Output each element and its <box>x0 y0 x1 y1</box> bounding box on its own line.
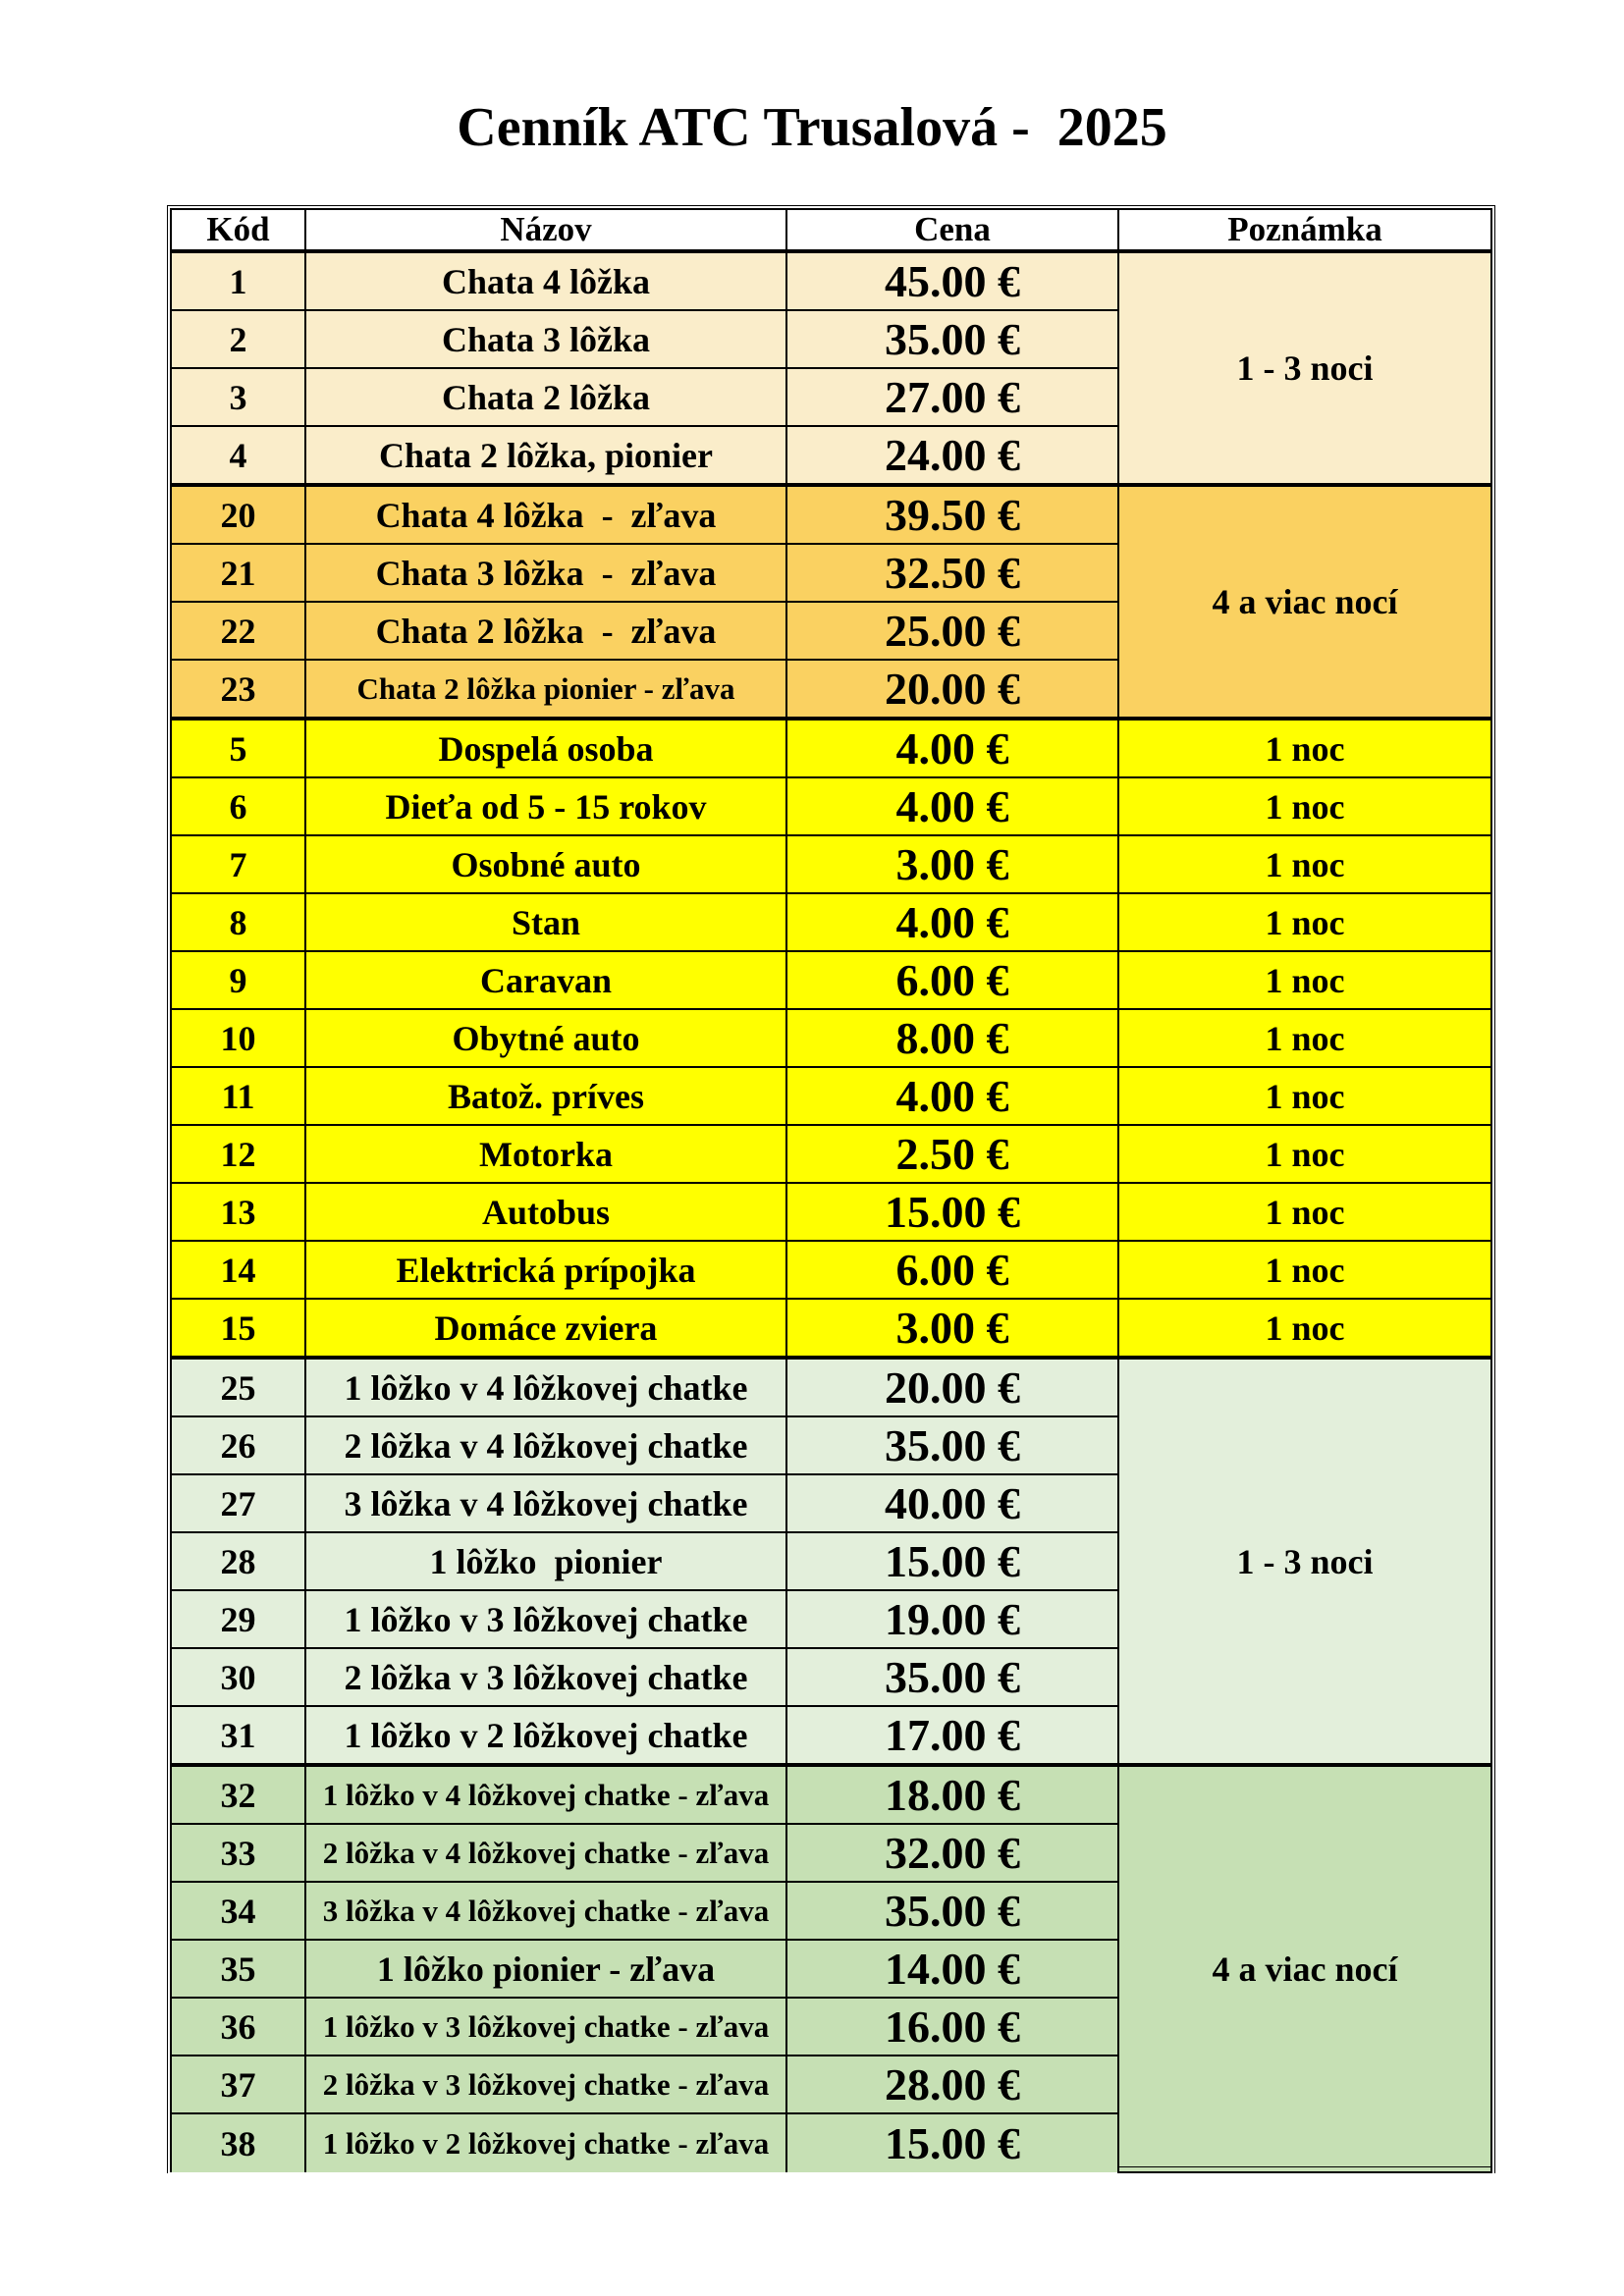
nazov-cell: 1 lôžko v 4 lôžkovej chatke <box>305 1358 786 1416</box>
nazov-cell: 1 lôžko v 2 lôžkovej chatke <box>305 1706 786 1765</box>
nazov-cell: Stan <box>305 893 786 951</box>
table-row <box>171 777 1491 835</box>
poznamka-cell: 1 noc <box>1118 1067 1491 1125</box>
nazov-cell: Domáce zviera <box>305 1299 786 1358</box>
cena-cell: 6.00 € <box>786 951 1118 1009</box>
cena-cell: 27.00 € <box>786 368 1118 426</box>
kod-cell: 10 <box>171 1009 305 1067</box>
kod-cell: 38 <box>171 2113 305 2172</box>
poznamka-cell: 4 a viac nocí <box>1118 1765 1491 2172</box>
table-row <box>171 1125 1491 1183</box>
header-cena: Cena <box>786 209 1118 251</box>
poznamka-cell: 1 noc <box>1118 1183 1491 1241</box>
cena-cell: 35.00 € <box>786 1648 1118 1706</box>
cena-cell: 45.00 € <box>786 251 1118 310</box>
table-row <box>171 251 1491 310</box>
nazov-cell: 2 lôžka v 3 lôžkovej chatke - zľava <box>305 2056 786 2113</box>
nazov-cell: Autobus <box>305 1183 786 1241</box>
table-row <box>171 893 1491 951</box>
cena-cell: 40.00 € <box>786 1474 1118 1532</box>
cena-cell: 16.00 € <box>786 1998 1118 2056</box>
nazov-cell: 3 lôžka v 4 lôžkovej chatke - zľava <box>305 1882 786 1940</box>
nazov-cell: Chata 2 lôžka - zľava <box>305 602 786 660</box>
kod-cell: 15 <box>171 1299 305 1358</box>
nazov-cell: Chata 2 lôžka <box>305 368 786 426</box>
nazov-cell: Chata 4 lôžka - zľava <box>305 485 786 544</box>
cena-cell: 4.00 € <box>786 777 1118 835</box>
header-row <box>171 209 1491 251</box>
nazov-cell: Chata 3 lôžka - zľava <box>305 544 786 602</box>
kod-cell: 26 <box>171 1416 305 1474</box>
nazov-cell: 2 lôžka v 4 lôžkovej chatke - zľava <box>305 1824 786 1882</box>
nazov-cell: 1 lôžko pionier - zľava <box>305 1940 786 1998</box>
kod-cell: 1 <box>171 251 305 310</box>
table-row <box>171 485 1491 544</box>
cena-cell: 15.00 € <box>786 2113 1118 2172</box>
kod-cell: 13 <box>171 1183 305 1241</box>
cena-cell: 15.00 € <box>786 1532 1118 1590</box>
cena-cell: 3.00 € <box>786 1299 1118 1358</box>
table-row <box>171 1358 1491 1416</box>
poznamka-cell: 1 noc <box>1118 1009 1491 1067</box>
cena-cell: 8.00 € <box>786 1009 1118 1067</box>
kod-cell: 35 <box>171 1940 305 1998</box>
nazov-cell: 2 lôžka v 3 lôžkovej chatke <box>305 1648 786 1706</box>
kod-cell: 8 <box>171 893 305 951</box>
poznamka-cell: 1 noc <box>1118 951 1491 1009</box>
nazov-cell: 2 lôžka v 4 lôžkovej chatke <box>305 1416 786 1474</box>
cena-cell: 2.50 € <box>786 1125 1118 1183</box>
cena-cell: 6.00 € <box>786 1241 1118 1299</box>
nazov-cell: 1 lôžko v 3 lôžkovej chatke - zľava <box>305 1998 786 2056</box>
nazov-cell: Chata 2 lôžka pionier - zľava <box>305 660 786 719</box>
cena-cell: 20.00 € <box>786 1358 1118 1416</box>
price-table <box>170 208 1492 2173</box>
nazov-cell: Chata 4 lôžka <box>305 251 786 310</box>
header-nazov: Názov <box>305 209 786 251</box>
table-row <box>171 719 1491 777</box>
table-row <box>171 1067 1491 1125</box>
kod-cell: 6 <box>171 777 305 835</box>
nazov-cell: Motorka <box>305 1125 786 1183</box>
cena-cell: 32.50 € <box>786 544 1118 602</box>
poznamka-cell: 1 noc <box>1118 1125 1491 1183</box>
cena-cell: 39.50 € <box>786 485 1118 544</box>
nazov-cell: 1 lôžko v 2 lôžkovej chatke - zľava <box>305 2113 786 2172</box>
kod-cell: 34 <box>171 1882 305 1940</box>
poznamka-cell: 1 noc <box>1118 777 1491 835</box>
nazov-cell: Obytné auto <box>305 1009 786 1067</box>
nazov-cell: Dospelá osoba <box>305 719 786 777</box>
cena-cell: 35.00 € <box>786 310 1118 368</box>
kod-cell: 11 <box>171 1067 305 1125</box>
nazov-cell: 3 lôžka v 4 lôžkovej chatke <box>305 1474 786 1532</box>
cena-cell: 15.00 € <box>786 1183 1118 1241</box>
kod-cell: 2 <box>171 310 305 368</box>
table-row <box>171 835 1491 893</box>
kod-cell: 12 <box>171 1125 305 1183</box>
kod-cell: 28 <box>171 1532 305 1590</box>
cena-cell: 17.00 € <box>786 1706 1118 1765</box>
nazov-cell: 1 lôžko v 3 lôžkovej chatke <box>305 1590 786 1648</box>
cena-cell: 18.00 € <box>786 1765 1118 1824</box>
kod-cell: 4 <box>171 426 305 485</box>
cena-cell: 35.00 € <box>786 1882 1118 1940</box>
poznamka-cell: 1 noc <box>1118 719 1491 777</box>
header-poznamka: Poznámka <box>1118 209 1491 251</box>
poznamka-cell: 1 noc <box>1118 1241 1491 1299</box>
table-row <box>171 951 1491 1009</box>
table-row <box>171 1241 1491 1299</box>
kod-cell: 30 <box>171 1648 305 1706</box>
kod-cell: 3 <box>171 368 305 426</box>
nazov-cell: Caravan <box>305 951 786 1009</box>
kod-cell: 27 <box>171 1474 305 1532</box>
page-title: Cenník ATC Trusalová - 2025 <box>457 97 1167 158</box>
kod-cell: 5 <box>171 719 305 777</box>
kod-cell: 9 <box>171 951 305 1009</box>
poznamka-cell: 1 - 3 noci <box>1118 251 1491 485</box>
nazov-cell: Dieťa od 5 - 15 rokov <box>305 777 786 835</box>
cena-cell: 14.00 € <box>786 1940 1118 1998</box>
kod-cell: 23 <box>171 660 305 719</box>
cena-cell: 4.00 € <box>786 1067 1118 1125</box>
cena-cell: 19.00 € <box>786 1590 1118 1648</box>
kod-cell: 22 <box>171 602 305 660</box>
cena-cell: 4.00 € <box>786 893 1118 951</box>
cena-cell: 28.00 € <box>786 2056 1118 2113</box>
kod-cell: 37 <box>171 2056 305 2113</box>
cena-cell: 35.00 € <box>786 1416 1118 1474</box>
table-row <box>171 1009 1491 1067</box>
kod-cell: 32 <box>171 1765 305 1824</box>
kod-cell: 14 <box>171 1241 305 1299</box>
kod-cell: 36 <box>171 1998 305 2056</box>
price-table-frame <box>167 205 1495 2173</box>
kod-cell: 33 <box>171 1824 305 1882</box>
cena-cell: 24.00 € <box>786 426 1118 485</box>
poznamka-cell: 1 noc <box>1118 893 1491 951</box>
cena-cell: 3.00 € <box>786 835 1118 893</box>
table-row <box>171 1765 1491 1824</box>
nazov-cell: Chata 2 lôžka, pionier <box>305 426 786 485</box>
kod-cell: 7 <box>171 835 305 893</box>
table-row <box>171 1183 1491 1241</box>
nazov-cell: Batož. príves <box>305 1067 786 1125</box>
poznamka-cell: 1 noc <box>1118 835 1491 893</box>
poznamka-cell: 4 a viac nocí <box>1118 485 1491 719</box>
poznamka-bottom-double-border <box>1117 2166 1492 2173</box>
kod-cell: 20 <box>171 485 305 544</box>
nazov-cell: Osobné auto <box>305 835 786 893</box>
kod-cell: 25 <box>171 1358 305 1416</box>
cena-cell: 25.00 € <box>786 602 1118 660</box>
cena-cell: 20.00 € <box>786 660 1118 719</box>
table-row <box>171 1299 1491 1358</box>
cena-cell: 4.00 € <box>786 719 1118 777</box>
nazov-cell: 1 lôžko pionier <box>305 1532 786 1590</box>
nazov-cell: 1 lôžko v 4 lôžkovej chatke - zľava <box>305 1765 786 1824</box>
kod-cell: 29 <box>171 1590 305 1648</box>
kod-cell: 21 <box>171 544 305 602</box>
poznamka-cell: 1 noc <box>1118 1299 1491 1358</box>
header-kod: Kód <box>171 209 305 251</box>
cena-cell: 32.00 € <box>786 1824 1118 1882</box>
nazov-cell: Elektrická prípojka <box>305 1241 786 1299</box>
poznamka-cell: 1 - 3 noci <box>1118 1358 1491 1765</box>
kod-cell: 31 <box>171 1706 305 1765</box>
nazov-cell: Chata 3 lôžka <box>305 310 786 368</box>
